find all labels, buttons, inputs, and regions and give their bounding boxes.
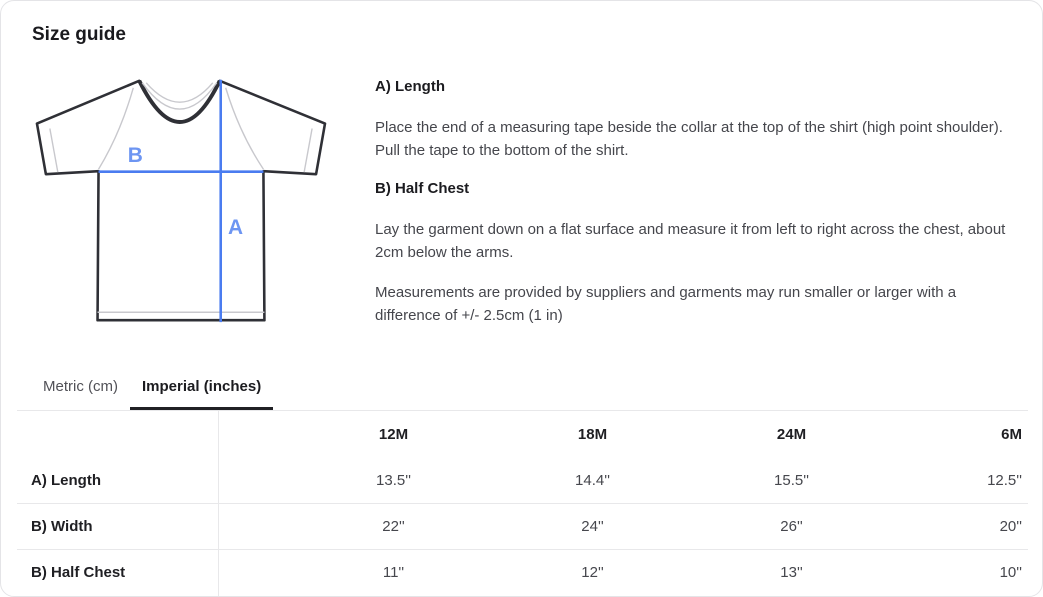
- length-heading: A) Length: [375, 78, 445, 95]
- row-label-length: A) Length: [17, 458, 218, 504]
- tshirt-diagram: [1, 75, 327, 344]
- table-header-row: [17, 411, 1028, 458]
- column-header-24m: 24M: [692, 411, 891, 458]
- length-label: A: [228, 215, 244, 239]
- cell-length-6m: 12.5'': [891, 458, 1028, 504]
- half-chest-heading: B) Half Chest: [375, 180, 470, 197]
- cell-width-6m: 20'': [891, 504, 1028, 550]
- table-row: [17, 504, 1028, 550]
- tshirt-outline: [37, 81, 325, 320]
- tshirt-illustration: [29, 75, 327, 325]
- content-row: [1, 75, 1042, 344]
- table-row: [17, 458, 1028, 504]
- column-header-18m: 18M: [493, 411, 692, 458]
- table-row: [17, 550, 1028, 596]
- cell-length-18m: 14.4'': [493, 458, 692, 504]
- cell-half-chest-18m: 12'': [581, 564, 604, 582]
- row-label-half-chest: B) Half Chest: [17, 550, 218, 596]
- tab-metric-cm[interactable]: Metric (cm): [43, 378, 118, 395]
- spacer-cell: [218, 411, 294, 458]
- cell-half-chest-12m: 11'': [382, 564, 405, 582]
- supplier-note: Measurements are provided by suppliers and garments may run smaller or larger with a difference of +/- 2.5cm (1 in): [375, 284, 957, 324]
- cell-length-12m: 13.5'': [294, 458, 493, 504]
- corner-cell: [17, 411, 218, 458]
- size-chart-table: [17, 410, 1028, 596]
- spacer-cell: [218, 504, 294, 550]
- column-header-6m: 6M: [891, 411, 1028, 458]
- cell-length-24m: 15.5'': [692, 458, 891, 504]
- page-title: Size guide: [32, 24, 126, 45]
- length-description: Place the end of a measuring tape beside the collar at the top of the shirt (high point shoulder). Pull the tape to the bottom of the shirt.: [375, 119, 1003, 159]
- spacer-cell: [218, 458, 294, 504]
- cell-width-12m: 22'': [294, 504, 493, 550]
- column-header-12m: 12M: [294, 411, 493, 458]
- unit-tabs: [31, 370, 1042, 410]
- half-chest-description: Lay the garment down on a flat surface and measure it from left to right across the chest, about 2cm below the arms.: [375, 221, 1006, 261]
- instructions-panel: [375, 75, 1011, 344]
- cell-width-18m: 24'': [493, 504, 692, 550]
- cell-half-chest-24m: 13'': [780, 564, 803, 582]
- row-label-width: B) Width: [17, 504, 218, 550]
- tab-imperial-inches[interactable]: Imperial (inches): [130, 370, 273, 410]
- spacer-cell: [218, 550, 294, 596]
- cell-width-24m: 26'': [692, 504, 891, 550]
- cell-half-chest-6m: 10'': [999, 564, 1022, 582]
- half-chest-label: B: [127, 144, 143, 168]
